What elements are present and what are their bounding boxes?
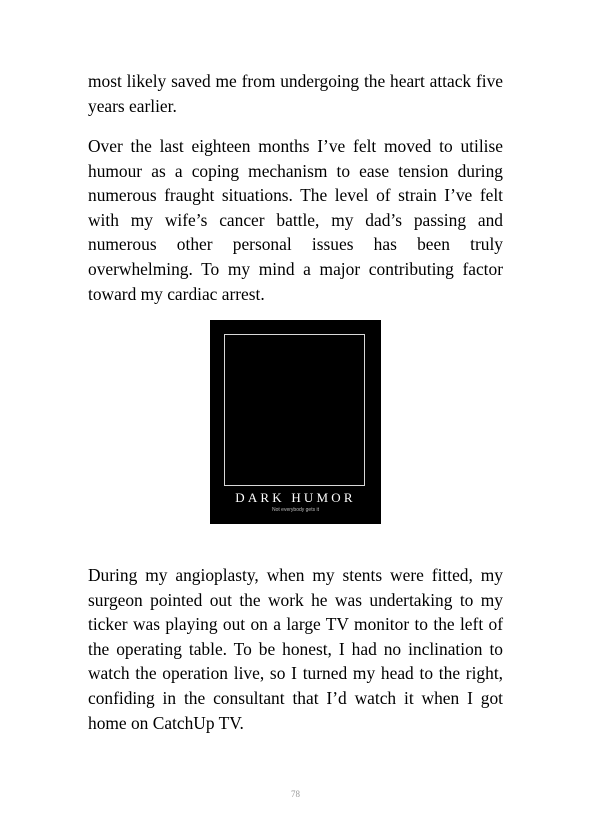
page-number: 78: [291, 789, 300, 799]
paragraph-angioplasty: During my angioplasty, when my stents were fitted, my surgeon pointed out the work he was undertaking to my ticker was playing out on a large TV monitor to the left of the operating table. To be honest, I had no inclination to watch the operation live, so I turned my head to the right, confiding in the consultant that I’d watch it when I got home on CatchUp TV.: [88, 565, 503, 733]
paragraph-continuation: most likely saved me from undergoing the heart attack five years earlier.: [88, 71, 503, 116]
poster-subtitle: Not everybody gets it: [272, 507, 319, 513]
poster-title: DARK HUMOR: [235, 490, 356, 505]
dark-humor-poster-image: [210, 320, 381, 524]
poster-frame: [224, 334, 365, 486]
paragraph-humour-coping: Over the last eighteen months I’ve felt moved to utilise humour as a coping mechanism to ease tension during numerous fraught situations. The level of strain I’ve felt with my wife’s cancer battle, my dad’s passing and numerous other personal issues has been truly overwhelming. To my mind a major contributing factor toward my cardiac arrest.: [88, 136, 503, 304]
